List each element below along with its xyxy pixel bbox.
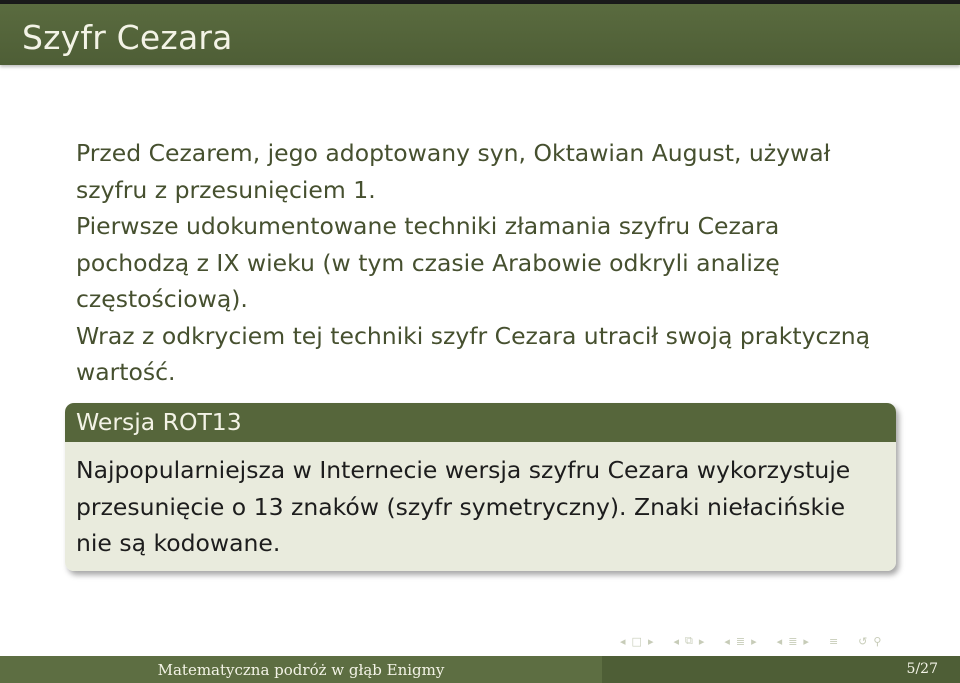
nav-prev-part-icon[interactable]: ◂ [776,634,783,648]
block-text: Najpopularniejsza w Internecie wersja szyfru Cezara wykorzystuje przesunięcie o 13 znaków (szyfr symetryczny). Znaki niełacińskie nie są kodowane. [76,456,851,557]
paragraph-2: Pierwsze udokumentowane techniki złamania szyfru Cezara pochodzą z IX wieku (w tym czasie Arabowie odkryli analizę częstościową). [76,212,780,313]
navigation-controls [620,633,881,649]
footer [0,656,960,683]
title-bar [0,4,960,65]
rot13-block [65,403,896,571]
nav-prev-frame-icon[interactable]: ◂ [620,634,626,648]
block-body [65,442,896,571]
nav-prev-section-icon[interactable]: ◂ [724,634,730,648]
nav-section-icon[interactable]: ≣ [735,634,746,648]
nav-align-icon[interactable]: ≡ [828,634,839,648]
nav-next-part-icon[interactable]: ▸ [803,634,809,648]
nav-subsection-icon[interactable]: ⧉ [685,634,693,647]
paragraph-3: Wraz z odkryciem tej techniki szyfr Cezara utracił swoją praktyczną wartość. [76,321,871,386]
footer-title: Matematyczna podróż w głąb Enigmy [157,660,445,679]
slide-title: Szyfr Cezara [22,18,233,57]
nav-part-icon[interactable]: ≣ [788,634,798,648]
nav-search-icon[interactable]: ⚲ [873,634,882,648]
nav-next-frame-icon[interactable]: ▸ [647,634,654,648]
slide-body [76,135,876,391]
block-title: Wersja ROT13 [65,403,896,442]
nav-next-subsection-icon[interactable]: ▸ [698,634,705,648]
paragraph-1: Przed Cezarem, jego adoptowany syn, Oktawian August, używał szyfru z przesunięciem 1. [76,139,831,204]
page-number: 5/27 [906,661,938,677]
nav-prev-subsection-icon[interactable]: ◂ [673,634,679,648]
nav-back-icon[interactable]: ↺ [858,634,868,648]
nav-next-section-icon[interactable]: ▸ [751,634,757,648]
nav-frame-icon[interactable]: □ [631,634,642,648]
footer-title-box [0,656,602,683]
